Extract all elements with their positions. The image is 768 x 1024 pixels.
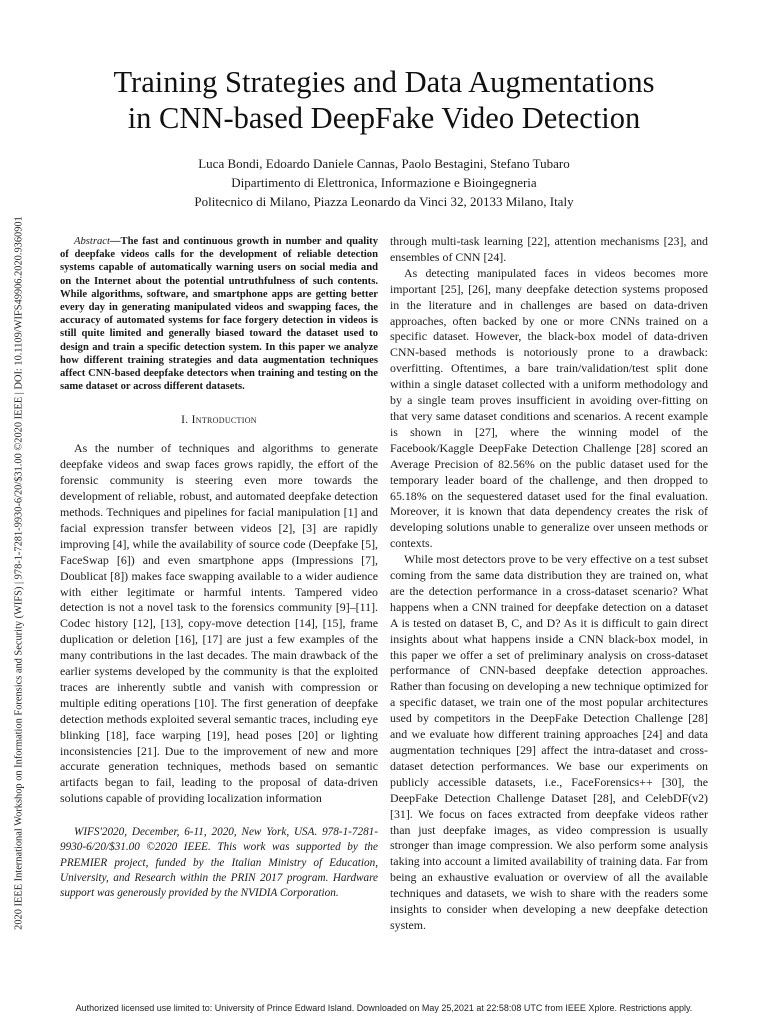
- license-notice: Authorized licensed use limited to: University of Prince Edward Island. Downloaded on May 25,2021 at 22:58:08 UTC from IEEE Xplore. Restrictions apply.: [75, 1003, 693, 1013]
- abstract-lead: Abstract: [74, 236, 110, 247]
- abstract-dash: —: [109, 236, 121, 247]
- paper-title: [60, 64, 708, 136]
- left-column: [60, 235, 378, 901]
- intro-paragraph-2: As detecting manipulated faces in videos becomes more important [25], [26], many deepfake detection systems proposed in the literature and in challenges are based on data-driven approaches, often backed by one or more CNNs trained on a specific dataset. However, the black-box model of data-driven CNN-based methods is notoriously prone to a drawback: overfitting. Oftentimes, a bare train/validation/test split done within a single dataset collected with a uniform methodology and by a single team proves insufficient in avoiding over-fitting on that very same dataset conditions and scenarios. A recent example is shown in [27], where the winning model of the Facebook/Kaggle DeepFake Detection Challenge [28] scored an Average Precision of 82.56% on the public dataset used for the temporary leader board of the challenge, and then dropped to 65.18% on the sequestered dataset used for the final evaluation. Moreover, it is known that data dependency creates the risk of developing solutions unable to generalize over unseen methods or contexts.: [390, 265, 708, 551]
- author-block: [80, 154, 688, 211]
- title-line-1: Training Strategies and Data Augmentations: [113, 65, 655, 99]
- section-number: I.: [181, 414, 189, 427]
- right-column: [390, 234, 708, 934]
- abstract-body: The fast and continuous growth in number and quality of deepfake videos calls for the development of reliable detection systems capable of automatically warning users on social media and on the Internet about the potential untruthfulness of such contents. While algorithms, software, and smartphone apps are getting better every day in generating manipulated videos and swapping faces, the accuracy of automated systems for face forgery detection in videos is still quite limited and generally biased toward the dataset used to design and train a specific detection system. In this paper we analyze how different training strategies and data augmentation techniques affect CNN-based deepfake detectors when training and testing on the same dataset or across different datasets.: [60, 236, 378, 393]
- footnote: WIFS'2020, December, 6-11, 2020, New York, USA. 978-1-7281-9930-6/20/$31.00 ©2020 IEEE. This work was supported by the PREMIER project, funded by the Italian Ministry of Education, University, and Research within the PRIN 2017 program. Hardware support was generously provided by the NVIDIA Corporation.: [60, 826, 378, 899]
- abstract: [60, 235, 378, 393]
- intro-paragraph-1: As the number of techniques and algorithms to generate deepfake videos and swap faces grows rapidly, the effort of the forensic community is steering even more towards the development of reliable, robust, and automated deepfake detection methods. Techniques and pipelines for facial manipulation [1] and facial expression transfer between videos [2], [3] are rapidly improving [4], while the availability of source code (Deepfake [5], FaceSwap [6]) and even smartphone apps (Impressions [7], Doublicat [8]) makes face swapping available to a wider audience with either legitimate or harmful intents. Tampered video detection is not a novel task to the forensics community [9]–[11]. Codec history [12], [13], copy-move detection [14], [15], frame duplication or deletion [16], [17] are just a few examples of the many contributions in the last decades. The main drawback of the earlier systems developed by the community is that the exploited traces are inherently subtle and vanish with compression or multiple editing operations [10]. The first generation of deepfake detection methods exploited several semantic traces, including eye blinking [18], face warping [19], head poses [20] or lighting inconsistencies [21]. Due to the improvement of new and more accurate generation techniques, methods based on semantic artifacts began to fail, leading to the proposal of data-driven solutions capable of providing localization information: [60, 441, 378, 806]
- section-title: Introduction: [191, 414, 257, 427]
- section-heading-introduction: [60, 413, 378, 429]
- author-names: Luca Bondi, Edoardo Daniele Cannas, Paolo Bestagini, Stefano Tubaro: [198, 156, 570, 171]
- intro-paragraph-3: While most detectors prove to be very effective on a test subset coming from the same data distribution they are trained on, what are the detection performance in a cross-dataset scenario? What happens when a CNN trained for deepfake detection on a dataset A is tested on dataset B, C, and D? As it is difficult to gain direct insights about what happens inside a CNN black-box model, in this paper we offer a set of preliminary analysis on cross-dataset performance of CNN-based deepfake detection approaches. Rather than focusing on developing a new technique optimized for a specific dataset, we train one of the most popular architectures used by competitors in the DeepFake Detection Challenge [28] and we evaluate how different training approaches [24] and data augmentation techniques [29] affect the intra-dataset and cross-dataset detection performances. We base our experiments on publicly accessible datasets, i.e., FaceForensics++ [30], the DeepFake Detection Challenge Dataset [28], and CelebDF(v2) [31]. We focus on faces extracted from deepfake videos rather than just deepfake images, as video compression is usually stronger than image compression. We also perform some analysis taking into account a limited availability of training data. Far from being an exhaustive evaluation or overview of all the available techniques and datasets, we wish to share with the readers some insights to consider when developing a new deepfake detection system.: [390, 552, 708, 932]
- intro-paragraph-continued: through multi-task learning [22], attention mechanisms [23], and ensembles of CNN [24].: [390, 234, 708, 264]
- title-line-2: in CNN-based DeepFake Video Detection: [127, 101, 641, 135]
- author-department: Dipartimento di Elettronica, Informazione e Bioingegneria: [231, 175, 537, 190]
- sidebar-citation-text: 2020 IEEE International Workshop on Information Forensics and Security (WIFS) | 978-1-7281-9930-6/20/$31.00 ©2020 IEEE | DOI: 10.1109/WIFS49906.2020.9360901: [13, 216, 25, 930]
- author-address: Politecnico di Milano, Piazza Leonardo da Vinci 32, 20133 Milano, Italy: [194, 194, 574, 209]
- sidebar-citation: [7, 152, 31, 994]
